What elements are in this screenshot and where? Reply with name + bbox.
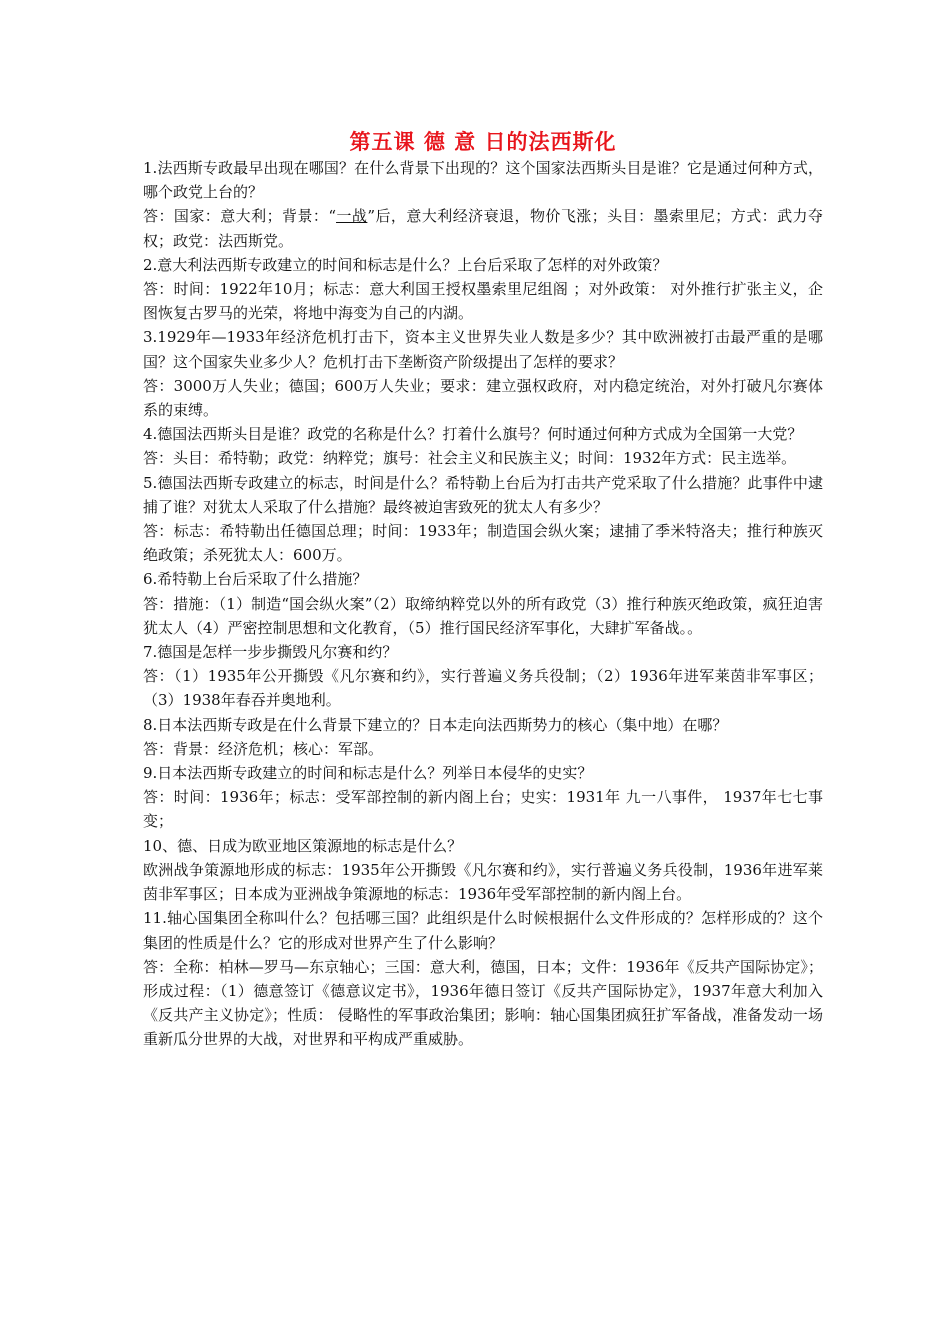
page-title: 第五课 德 意 日的法西斯化 [349,129,617,154]
question-9: 9.日本法西斯专政建立的时间和标志是什么？列举日本侵华的史实？ [143,764,593,783]
answer-1-post: ”后，意大利经济衰退，物价飞涨；头目：墨索里尼；方式：武力夺权；政党：法西斯党。 [143,207,823,250]
answer-2: 答：时间：1922年10月；标志：意大利国王授权墨索里尼组阁 ；对外政策： 对外推行扩张主义，企图恢复古罗马的光荣，将地中海变为自己的内湖。 [143,280,823,323]
document-page [143,128,823,1052]
answer-11: 答：全称：柏林—罗马—东京轴心；三国：意大利，德国，日本；文件：1936年《反共产国际协定》；形成过程：（1）德意签订《德意议定书》，1936年德日签订《反共产国际协定》，1937年意大利加入《反共产主义协定》；性质： 侵略性的军事政治集团；影响：轴心国集团疯狂扩军备战，准备发动一场重新瓜分世界的大战，对世界和平构成严重威胁。 [143,957,823,1049]
question-4: 4.德国法西斯头目是谁？政党的名称是什么？打着什么旗号？何时通过何种方式成为全国第一大党？ [143,425,803,444]
answer-7: 答：（1）1935年公开撕毁《凡尔赛和约》，实行普遍义务兵役制；（2）1936年进军莱茵非军事区；（3）1938年春吞并奥地利。 [143,667,823,710]
question-5: 5.德国法西斯专政建立的标志，时间是什么？希特勒上台后为打击共产党采取了什么措施？此事件中逮捕了谁？对犹太人采取了什么措施？最终被迫害致死的犹太人有多少？ [143,473,823,516]
answer-8: 答：背景：经济危机；核心：军部。 [143,739,384,758]
question-10: 10、德、日成为欧亚地区策源地的标志是什么？ [143,836,463,855]
answer-9: 答：时间：1936年；标志：受军部控制的新内阁上台；史实：1931年 九一八事件， 1937年七七事变； [143,788,823,831]
question-7: 7.德国是怎样一步步撕毁凡尔赛和约？ [143,643,398,662]
answer-4: 答：头目：希特勒；政党：纳粹党；旗号：社会主义和民族主义；时间：1932年方式：民主选举。 [143,449,797,468]
question-1: 1.法西斯专政最早出现在哪国？在什么背景下出现的？这个国家法西斯头目是谁？它是通过何种方式，哪个政党上台的？ [143,159,823,202]
answer-5: 答：标志：希特勒出任德国总理；时间：1933年；制造国会纵火案；逮捕了季米特洛夫；推行种族灭绝政策；杀死犹太人：600万。 [143,522,823,565]
question-6: 6.希特勒上台后采取了什么措施？ [143,570,368,589]
answer-3: 答：3000万人失业；德国；600万人失业；要求：建立强权政府，对内稳定统治，对外打破凡尔赛体系的束缚。 [143,376,823,420]
answer-1 [143,204,823,252]
question-3: 3.1929年—1933年经济危机打击下，资本主义世界失业人数是多少？其中欧洲被打击最严重的是哪国？这个国家失业多少人？危机打击下垄断资产阶级提出了怎样的要求？ [143,328,823,371]
answer-10: 欧洲战争策源地形成的标志：1935年公开撕毁《凡尔赛和约》，实行普遍义务兵役制，1936年进军莱茵非军事区；日本成为亚洲战争策源地的标志：1936年受军部控制的新内阁上台。 [143,860,823,904]
question-8: 8.日本法西斯专政是在什么背景下建立的？日本走向法西斯势力的核心（集中地）在哪？ [143,715,728,734]
answer-6: 答：措施：（1）制造“国会纵火案”（2）取缔纳粹党以外的所有政党（3）推行种族灭绝政策，疯狂迫害犹太人（4）严密控制思想和文化教育，（5）推行国民经济军事化，大肆扩军备战。。 [143,594,823,637]
answer-1-underlined: 一战 [336,207,368,226]
question-11: 11.轴心国集团全称叫什么？包括哪三国？此组织是什么时候根据什么文件形成的？怎样形成的？这个集团的性质是什么？它的形成对世界产生了什么影响？ [143,909,823,952]
question-2: 2.意大利法西斯专政建立的时间和标志是什么？上台后采取了怎样的对外政策？ [143,255,668,274]
answer-1-pre: 答：国家：意大利；背景：“ [143,207,337,226]
